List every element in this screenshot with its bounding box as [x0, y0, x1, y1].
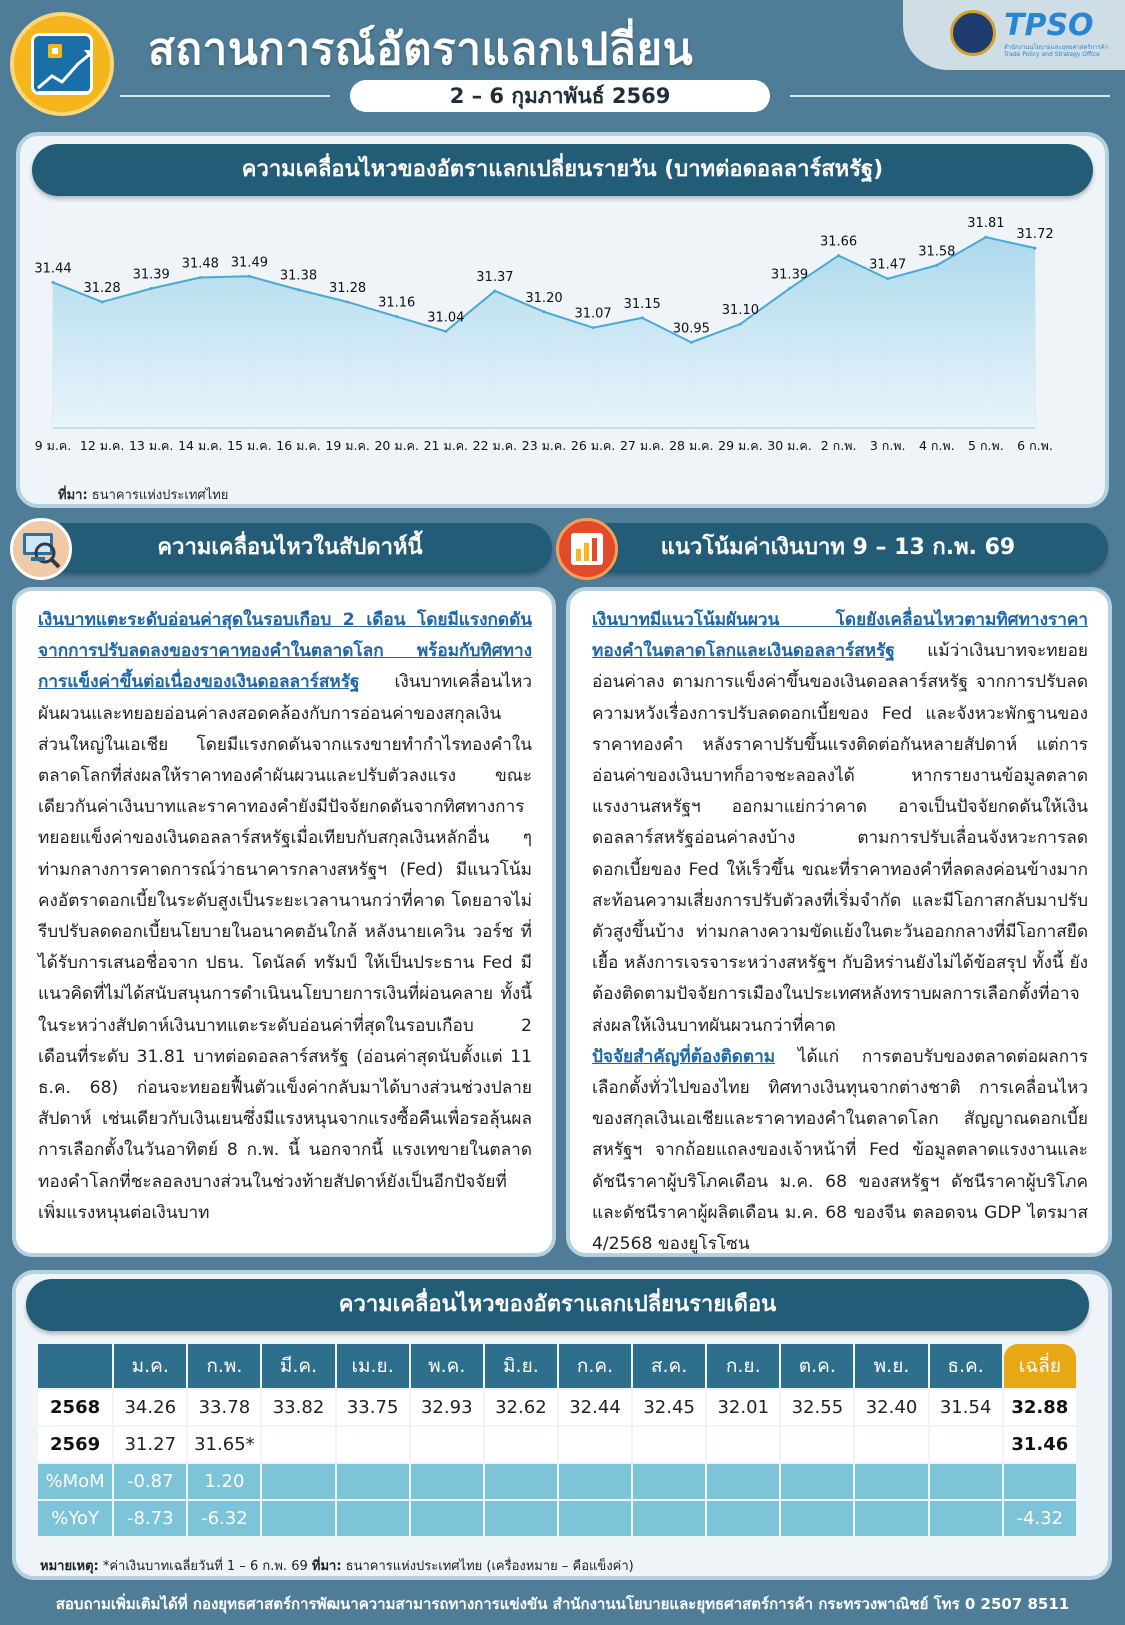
- chart-data-label: 31.72: [1016, 227, 1054, 243]
- chart-point: [837, 254, 840, 257]
- this-week-title: ความเคลื่อนไหวในสัปดาห์นี้: [28, 523, 552, 573]
- table-header-average: เฉลี่ย: [1004, 1344, 1076, 1388]
- table-row-label: %YoY: [38, 1501, 112, 1536]
- table-cell: [930, 1464, 1002, 1499]
- chart-data-label: 31.48: [181, 256, 219, 272]
- table-row: [38, 1390, 1076, 1425]
- header-divider-left: [120, 95, 330, 97]
- table-cell: [485, 1427, 557, 1462]
- chart-point: [101, 300, 104, 303]
- table-cell: [707, 1464, 779, 1499]
- chart-x-tick-label: 12 ม.ค.: [79, 438, 125, 453]
- outlook-title: แนวโน้มค่าเงินบาท 9 – 13 ก.พ. 69: [568, 523, 1108, 573]
- table-cell: [781, 1427, 853, 1462]
- chart-data-label: 31.07: [574, 306, 612, 322]
- table-cell: 31.27: [114, 1427, 186, 1462]
- chart-x-tick-label: 30 ม.ค.: [767, 438, 812, 453]
- chart-data-label: 31.44: [34, 261, 72, 277]
- table-header-cell: [38, 1344, 112, 1388]
- table-cell: [633, 1427, 705, 1462]
- outlook-panel: [566, 587, 1112, 1257]
- table-cell: [781, 1464, 853, 1499]
- table-header-cell: ต.ค.: [781, 1344, 853, 1388]
- chart-point: [1034, 247, 1037, 250]
- chart-data-label: 31.10: [721, 303, 760, 318]
- table-cell: [855, 1427, 927, 1462]
- table-header-cell: ม.ค.: [114, 1344, 186, 1388]
- table-cell: [337, 1501, 409, 1536]
- table-cell: [411, 1501, 483, 1536]
- table-header-row: [38, 1344, 1076, 1388]
- chart-point: [493, 289, 496, 292]
- chart-x-tick-label: 5 ก.พ.: [968, 438, 1004, 453]
- table-header-cell: พ.ค.: [411, 1344, 483, 1388]
- chart-x-tick-label: 29 ม.ค.: [718, 438, 763, 453]
- table-cell: [262, 1427, 334, 1462]
- chart-x-tick-label: 16 ม.ค.: [276, 438, 321, 453]
- chart-point: [346, 300, 349, 303]
- note-source-text: ธนาคารแห่งประเทศไทย (เครื่องหมาย – คือแข็งค่า): [341, 1559, 634, 1574]
- chart-x-tick-label: 13 ม.ค.: [128, 438, 174, 453]
- outlook-factors-label: ปัจจัยสำคัญที่ต้องติดตาม: [592, 1046, 776, 1067]
- table-cell: 32.62: [485, 1390, 557, 1425]
- chart-data-label: 31.39: [770, 267, 809, 283]
- report-logo: [10, 12, 114, 116]
- table-row: [38, 1427, 1076, 1462]
- table-cell: [707, 1501, 779, 1536]
- chart-x-tick-label: 15 ม.ค.: [227, 438, 272, 453]
- chart-data-label: 31.04: [427, 310, 465, 326]
- chart-x-tick-label: 14 ม.ค.: [178, 438, 223, 453]
- monthly-title: ความเคลื่อนไหวของอัตราแลกเปลี่ยนรายเดือน: [26, 1279, 1089, 1331]
- table-cell: 1.20: [188, 1464, 260, 1499]
- table-header-cell: ก.พ.: [188, 1344, 260, 1388]
- bar-chart-icon: [556, 518, 618, 580]
- table-cell: [411, 1427, 483, 1462]
- chart-data-label: 31.37: [476, 269, 514, 285]
- chart-x-tick-label: 27 ม.ค.: [619, 438, 665, 453]
- table-header-cell: เม.ย.: [337, 1344, 409, 1388]
- chart-point: [935, 264, 938, 267]
- table-row: [38, 1501, 1076, 1536]
- outlook-body: แม้ว่าเงินบาทจะทยอยอ่อนค่าลง ตามการแข็งค่าขึ้นของเงินดอลลาร์สหรัฐ จากการปรับลดความหวังเรื่องการปรับลดดอกเบี้ยของ Fed และจังหวะพักฐานของราคาทองคำ หลังราคาปรับขึ้นแรงติดต่อกันหลายสัปดาห์ แต่การอ่อนค่าของเงินบาทก็อาจชะลอลงได้ หากรายงานข้อมูลตลาดแรงงานสหรัฐฯ ออกมาแย่กว่าคาด อาจเป็นปัจจัยกดดันให้เงินดอลลาร์สหรัฐอ่อนค่าลงบ้าง ตามการปรับเลื่อนจังหวะการลดดอกเบี้ยของ Fed ให้เร็วขึ้น ขณะที่ราคาทองคำที่ลดลงค่อนข้างมากสะท้อนความเสี่ยงการปรับตัวลงที่เริ่มจำกัด และมีโอกาสกลับมาปรับตัวสูงขึ้นบ้าง ท่ามกลางความขัดแย้งในตะวันออกกลางที่มีโอกาสยืดเยื้อ หลังการเจรจาระหว่างสหรัฐฯ กับอิหร่านยังไม่ได้ข้อสรุป ทั้งนี้ ยังต้องติดตามปัจจัยการเมืองในประเทศหลังทราบผลการเลือกตั้งที่อาจส่งผลให้เงินบาทผันผวนกว่าที่คาด: [592, 641, 1088, 1036]
- chart-data-label: 31.66: [819, 234, 858, 250]
- table-cell: 33.75: [337, 1390, 409, 1425]
- chart-point: [150, 287, 153, 290]
- table-cell: 31.54: [930, 1390, 1002, 1425]
- table-cell: 32.01: [707, 1390, 779, 1425]
- chart-point: [444, 330, 447, 333]
- chart-data-label: 31.47: [869, 257, 907, 273]
- chart-point: [395, 315, 398, 318]
- table-cell: [633, 1501, 705, 1536]
- chart-point: [788, 287, 791, 290]
- chart-x-tick-label: 19 ม.ค.: [325, 438, 370, 453]
- table-cell: 33.78: [188, 1390, 260, 1425]
- note-source-label: ที่มา:: [311, 1559, 342, 1574]
- chart-point: [690, 341, 693, 344]
- chart-x-tick-label: 20 ม.ค.: [374, 438, 419, 453]
- table-cell: 32.40: [855, 1390, 927, 1425]
- table-cell: [337, 1427, 409, 1462]
- source-label: ที่มา:: [58, 488, 88, 503]
- chart-x-tick-label: 23 ม.ค.: [521, 438, 567, 453]
- monthly-exchange-table: [36, 1342, 1078, 1538]
- chart-x-tick-label: 4 ก.พ.: [918, 438, 955, 453]
- chart-x-tick-label: 6 ก.พ.: [1017, 438, 1053, 453]
- table-header-cell: มิ.ย.: [485, 1344, 557, 1388]
- chart-x-tick-label: 28 ม.ค.: [669, 438, 714, 453]
- table-row: [38, 1464, 1076, 1499]
- chart-x-tick-label: 3 ก.พ.: [869, 438, 906, 453]
- chart-point: [984, 236, 987, 239]
- chart-x-tick-label: 26 ม.ค.: [570, 438, 616, 453]
- table-cell: 32.55: [781, 1390, 853, 1425]
- chart-growth-icon: [31, 33, 93, 95]
- chart-data-label: 31.15: [623, 296, 661, 312]
- table-cell: [559, 1427, 631, 1462]
- table-row-label: 2569: [38, 1427, 112, 1462]
- note-label: หมายเหตุ:: [40, 1559, 99, 1574]
- chart-data-label: 30.95: [672, 321, 710, 337]
- chart-point: [248, 275, 251, 278]
- table-cell: 32.45: [633, 1390, 705, 1425]
- chart-data-label: 31.58: [918, 244, 956, 260]
- table-cell: -0.87: [114, 1464, 186, 1499]
- table-cell: [262, 1464, 334, 1499]
- table-header-cell: พ.ย.: [855, 1344, 927, 1388]
- table-cell: [633, 1464, 705, 1499]
- table-cell: 31.46: [1004, 1427, 1076, 1462]
- table-cell: [930, 1501, 1002, 1536]
- table-cell: [1004, 1464, 1076, 1499]
- table-header-cell: ส.ค.: [633, 1344, 705, 1388]
- org-logo-text: TPSO: [1004, 8, 1094, 43]
- chart-x-tick-label: 22 ม.ค.: [472, 438, 518, 453]
- chart-point: [199, 276, 202, 279]
- daily-exchange-rate-chart: [22, 200, 1102, 470]
- table-cell: -6.32: [188, 1501, 260, 1536]
- chart-point: [641, 316, 644, 319]
- daily-chart-title: ความเคลื่อนไหวของอัตราแลกเปลี่ยนรายวัน (บาทต่อดอลลาร์สหรัฐ): [32, 144, 1093, 196]
- table-cell: 31.65*: [188, 1427, 260, 1462]
- chart-data-label: 31.49: [230, 255, 269, 271]
- chart-data-label: 31.28: [328, 280, 367, 296]
- table-cell: [855, 1501, 927, 1536]
- table-row-label: %MoM: [38, 1464, 112, 1499]
- this-week-highlight: เงินบาทแตะระดับอ่อนค่าสุดในรอบเกือบ 2 เดือน โดยมีแรงกดดันจากการปรับลดลงของราคาทองคำในตลาดโลก พร้อมกับทิศทางการแข็งค่าขึ้นต่อเนื่องของเงินดอลลาร์สหรัฐ: [38, 610, 532, 693]
- chart-point: [886, 277, 889, 280]
- org-logo-subtext: สำนักงานนโยบายและยุทธศาสตร์การค้า Trade Policy and Strategy Office: [1004, 44, 1109, 58]
- this-week-panel: [12, 587, 556, 1257]
- chart-data-label: 31.16: [378, 295, 416, 311]
- chart-point: [543, 310, 546, 313]
- table-cell: [559, 1501, 631, 1536]
- ministry-seal-icon: [950, 10, 996, 56]
- chart-point: [52, 281, 55, 284]
- chart-data-label: 31.20: [525, 290, 563, 306]
- chart-x-tick-label: 21 ม.ค.: [423, 438, 469, 453]
- table-header-cell: มี.ค.: [262, 1344, 334, 1388]
- page-title: สถานการณ์อัตราแลกเปลี่ยน: [148, 24, 694, 75]
- footer-contact: สอบถามเพิ่มเติมได้ที่ กองยุทธศาสตร์การพัฒนาความสามารถทางการแข่งขัน สำนักงานนโยบายและยุทธศาสตร์การค้า กระทรวงพาณิชย์ โทร 0 2507 8511: [55, 1595, 1070, 1613]
- table-cell: 32.88: [1004, 1390, 1076, 1425]
- chart-data-label: 31.81: [967, 216, 1005, 232]
- chart-point: [592, 326, 595, 329]
- table-cell: [707, 1427, 779, 1462]
- table-cell: [485, 1501, 557, 1536]
- table-cell: [930, 1427, 1002, 1462]
- outlook-highlight: เงินบาทมีแนวโน้มผันผวน โดยยังเคลื่อนไหวตามทิศทางราคาทองคำในตลาดโลกและเงินดอลลาร์สหรัฐ: [592, 610, 1088, 662]
- chart-data-label: 31.38: [279, 268, 318, 284]
- table-footnote: [40, 1555, 634, 1576]
- table-cell: 33.82: [262, 1390, 334, 1425]
- note-text: *ค่าเงินบาทเฉลี่ยวันที่ 1 – 6 ก.พ. 69: [98, 1559, 312, 1574]
- table-cell: [485, 1464, 557, 1499]
- this-week-body: เงินบาทเคลื่อนไหวผันผวนและทยอยอ่อนค่าลงสอดคล้องกับการอ่อนค่าของสกุลเงินส่วนใหญ่ในเอเชีย โดยมีแรงกดดันจากแรงขายทำกำไรทองคำในตลาดโลกที่ส่งผลให้ราคาทองคำผันผวนและปรับตัวลงแรง ขณะเดียวกันค่าเงินบาทและราคาทองคำยังมีปัจจัยกดดันจากทิศทางการทยอยแข็งค่าของเงินดอลลาร์สหรัฐเมื่อเทียบกับสกุลเงินหลักอื่น ๆ ท่ามกลางการคาดการณ์ว่าธนาคารกลางสหรัฐฯ (Fed) มีแนวโน้มคงอัตราดอกเบี้ยในระดับสูงเป็นระยะเวลานานกว่าที่คาด โดยอาจไม่รีบปรับลดดอกเบี้ยนโยบายในอนาคตอันใกล้ หลังนายเควิน วอร์ช ที่ได้รับการเสนอชื่อจาก ปธน. โดนัลด์ ทรัมป์ ให้เป็นประธาน Fed มีแนวคิดที่ไม่ได้สนับสนุนการดำเนินนโยบายการเงินที่ผ่อนคลาย ทั้งนี้ ในระหว่างสัปดาห์เงินบาทแตะระดับอ่อนค่าที่สุดในรอบเกือบ 2 เดือนที่ระดับ 31.81 บาทต่อดอลลาร์สหรัฐ (อ่อนค่าสุดนับตั้งแต่ 11 ธ.ค. 68) ก่อนจะทยอยฟื้นตัวแข็งค่ากลับมาได้บางส่วนช่วงปลายสัปดาห์ เช่นเดียวกับเงินเยนซึ่งมีแรงหนุนจากแรงซื้อคืนเพื่อรอลุ้นผลการเลือกตั้งในวันอาทิตย์ 8 ก.พ. นี้ นอกจากนี้ แรงเทขายในตลาดทองคำโลกที่ชะลอลงบางส่วนในช่วงท้ายสัปดาห์ยังเป็นอีกปัจจัยที่เพิ่มแรงหนุนต่อเงินบาท: [38, 672, 532, 1223]
- table-cell: [559, 1464, 631, 1499]
- chart-data-label: 31.39: [132, 267, 170, 283]
- table-cell: -8.73: [114, 1501, 186, 1536]
- table-cell: 32.93: [411, 1390, 483, 1425]
- table-header-cell: ธ.ค.: [930, 1344, 1002, 1388]
- date-range-badge: 2 – 6 กุมภาพันธ์ 2569: [350, 80, 770, 112]
- table-cell: 34.26: [114, 1390, 186, 1425]
- table-cell: [262, 1501, 334, 1536]
- chart-point: [297, 288, 300, 291]
- table-cell: [337, 1464, 409, 1499]
- source-text: ธนาคารแห่งประเทศไทย: [87, 488, 229, 503]
- chart-x-tick-label: 2 ก.พ.: [820, 438, 857, 453]
- table-cell: 32.44: [559, 1390, 631, 1425]
- chart-data-label: 31.28: [83, 280, 121, 296]
- table-header-cell: ก.ย.: [707, 1344, 779, 1388]
- table-cell: [411, 1464, 483, 1499]
- chart-point: [739, 323, 742, 326]
- table-cell: [855, 1464, 927, 1499]
- table-row-label: 2568: [38, 1390, 112, 1425]
- analysis-icon: [10, 518, 72, 580]
- chart-x-tick-label: 9 ม.ค.: [34, 438, 72, 453]
- table-header-cell: ก.ค.: [559, 1344, 631, 1388]
- header-divider-right: [790, 95, 1110, 97]
- chart-source-note: [58, 484, 228, 505]
- outlook-factors-body: ได้แก่ การตอบรับของตลาดต่อผลการเลือกตั้งทั่วไปของไทย ทิศทางเงินทุนจากต่างชาติ การเคลื่อนไหวของสกุลเงินเอเชียและราคาทองคำในตลาดโลก สัญญาณดอกเบี้ยสหรัฐฯ จากถ้อยแถลงของเจ้าหน้าที่ Fed ข้อมูลตลาดแรงงานและดัชนีราคาผู้บริโภคเดือน ม.ค. 68 ของสหรัฐฯ ดัชนีราคาผู้บริโภคและดัชนีราคาผู้ผลิตเดือน ม.ค. 68 ของจีน ตลอดจน GDP ไตรมาส 4/2568 ของยูโรโซน: [592, 1046, 1088, 1255]
- table-cell: -4.32: [1004, 1501, 1076, 1536]
- table-cell: [781, 1501, 853, 1536]
